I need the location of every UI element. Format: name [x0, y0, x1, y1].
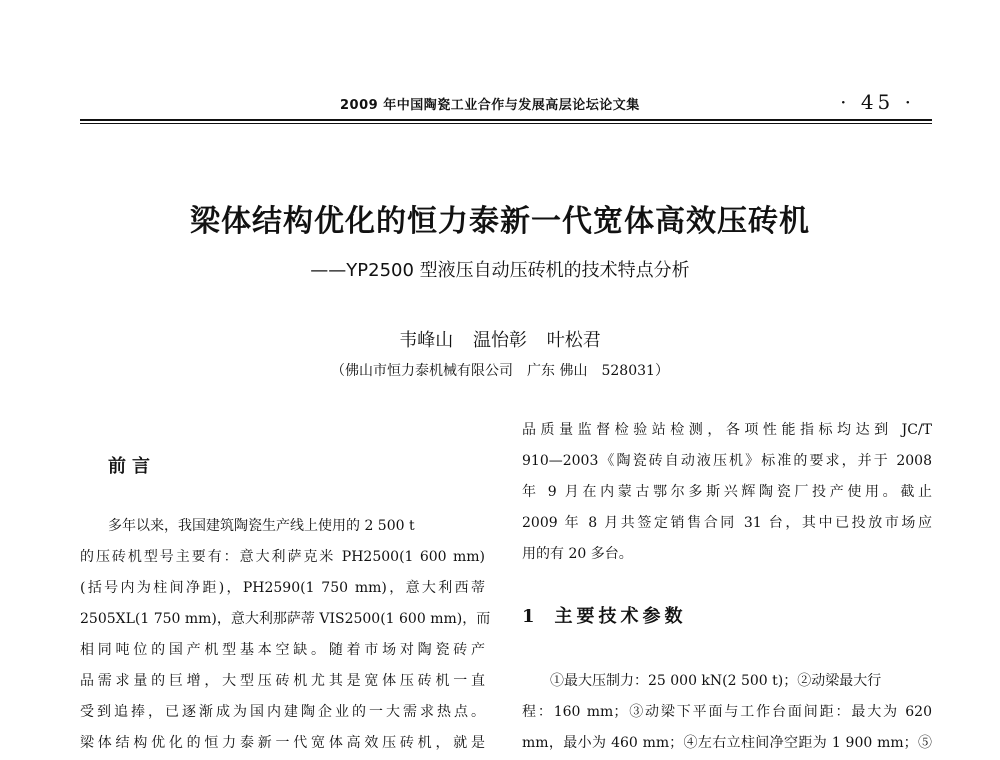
body-line: 品需求量的巨增，大型压砖机尤其是宽体压砖机一直	[80, 673, 485, 689]
paper-subtitle: ——YP2500 型液压自动压砖机的技术特点分析	[310, 260, 690, 281]
body-line: 910—2003《陶瓷砖自动液压机》标准的要求，并于 2008	[522, 453, 932, 469]
journal-title: 2009 年中国陶瓷工业合作与发展高层论坛论文集	[340, 98, 640, 113]
header-rule-thin	[80, 123, 932, 124]
body-line: 年 9 月在内蒙古鄂尔多斯兴辉陶瓷厂投产使用。截止	[522, 484, 932, 500]
author-list: 韦峰山 温怡彰 叶松君	[399, 330, 601, 351]
body-line: mm，最小为 460 mm；④左右立柱间净空距为 1 900 mm；⑤	[522, 735, 932, 751]
body-line: 相同吨位的国产机型基本空缺。随着市场对陶瓷砖产	[80, 642, 485, 658]
section-title: 主要技术参数	[554, 606, 687, 627]
page-number: · 45 ·	[840, 90, 915, 114]
body-line: 梁体结构优化的恒力泰新一代宽体高效压砖机，就是	[80, 735, 485, 751]
body-line: 用的有 20 多台。	[522, 546, 633, 562]
section-number: 1	[522, 606, 535, 627]
running-header	[80, 92, 935, 116]
body-line: 2009 年 8 月共签定销售合同 31 台，其中已投放市场应	[522, 515, 932, 531]
affiliation: （佛山市恒力泰机械有限公司 广东 佛山 528031）	[331, 363, 669, 379]
body-line: 程：160 mm；③动梁下平面与工作台面间距：最大为 620	[522, 704, 932, 720]
paper-title: 梁体结构优化的恒力泰新一代宽体高效压砖机	[190, 204, 810, 239]
body-line: 2505XL(1 750 mm)，意大利那萨蒂 VIS2500(1 600 mm)，而	[80, 611, 491, 627]
body-line: ①最大压制力：25 000 kN(2 500 t)；②动梁最大行	[550, 673, 882, 689]
header-rule-thick	[80, 119, 932, 121]
body-line: 品质量监督检验站检测，各项性能指标均达到 JC/T	[522, 422, 932, 438]
body-line: 的压砖机型号主要有：意大利萨克米 PH2500(1 600 mm)	[80, 549, 485, 565]
body-line: (括号内为柱间净距)，PH2590(1 750 mm)，意大利西蒂	[80, 580, 485, 596]
body-line: 多年以来，我国建筑陶瓷生产线上使用的 2 500 t	[108, 518, 415, 534]
body-line: 受到追捧，已逐渐成为国内建陶企业的一大需求热点。	[80, 704, 485, 720]
section-heading-1	[522, 602, 687, 628]
section-heading-preface: 前言	[108, 456, 156, 477]
